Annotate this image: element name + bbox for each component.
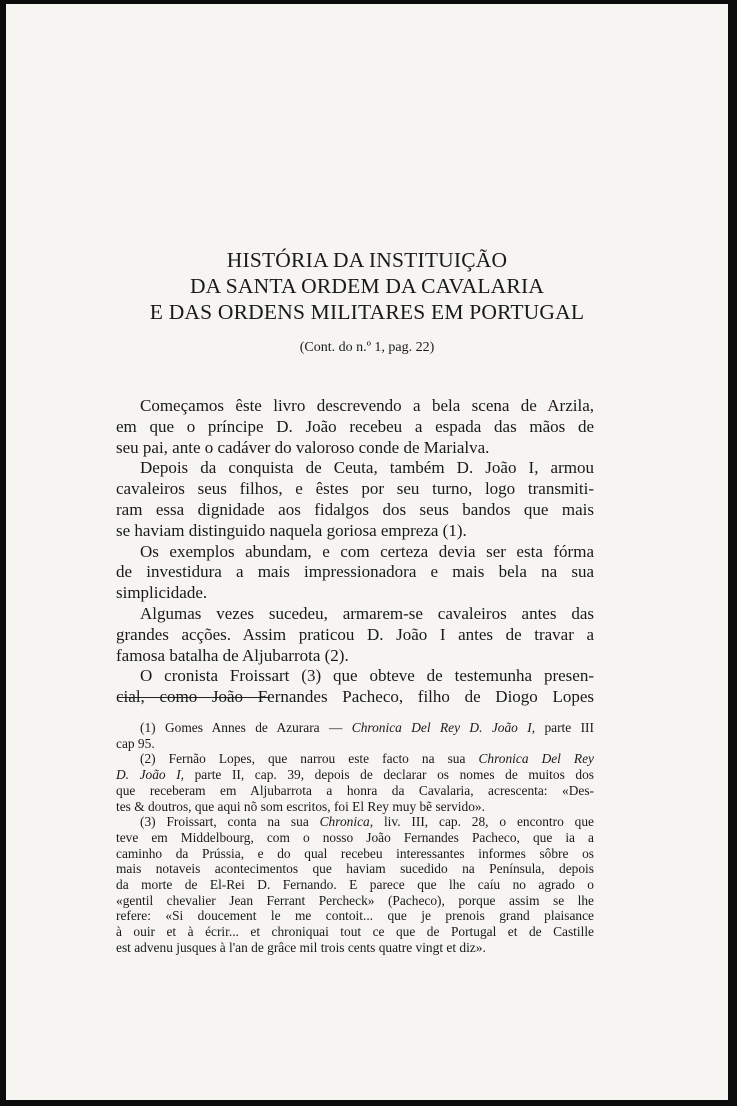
article-title bbox=[6, 247, 728, 325]
body-line: ram essa dignidade aos fidalgos dos seus bandos que mais bbox=[116, 499, 594, 519]
footnote-divider bbox=[118, 697, 270, 698]
body-line: Os exemplos abundam, e com certeza devia ser esta fórma bbox=[140, 541, 594, 561]
body-line: cavaleiros seus filhos, e êstes por seu turno, logo transmiti- bbox=[116, 479, 594, 499]
title-line-2: DA SANTA ORDEM DA CAVALARIA bbox=[189, 274, 545, 298]
body-line: grandes acções. Assim praticou D. João I antes de travar a bbox=[116, 624, 594, 644]
body-text bbox=[116, 396, 594, 708]
body-line: se haviam distinguido naquela goriosa empreza (1). bbox=[116, 520, 467, 540]
title-line-1: HISTÓRIA DA INSTITUIÇÃO bbox=[226, 248, 508, 272]
body-line: O cronista Froissart (3) que obteve de testemunha presen- bbox=[140, 666, 594, 686]
body-line: Depois da conquista de Ceuta, também D. João I, armou bbox=[140, 458, 594, 478]
body-line: simplicidade. bbox=[116, 583, 208, 603]
body-line: em que o príncipe D. João recebeu a espada das mãos de bbox=[116, 416, 594, 436]
body-line: seu pai, ante o cadáver do valoroso conde de Marialva. bbox=[116, 437, 490, 457]
body-line: de investidura a mais impressionadora e mais bela na sua bbox=[116, 562, 594, 582]
footnote-2: (2) Fernão Lopes, que narrou este facto na sua Chronica Del Rey D. João I, parte II, cap. 39, depois de declarar os nomes de muitos dos que receberam em Aljubarrota a honra da Cavalaria, acrescenta: «Des- tes & doutros, que aqui nõ som escritos, foi El Rey muy bẽ servido». bbox=[116, 751, 594, 814]
footnote-3: (3) Froissart, conta na sua Chronica, liv. III, cap. 28, o encontro que teve em Middelbourg, com o nosso João Fernandes Pacheco, que ia a caminho da Prússia, e do qual recebeu interessantes informes sôbre os mais notaveis acontecimentos que haviam sucedido na Península, depois da morte de El-Rei D. Fernando. E parece que lhe caíu no agrado o «gentil chevalier Jean Ferrant Percheck» (Pacheco), porque assim se lhe refere: «Si doucement le me contoit... que je prenois grand plaisance à ouir et à écrir... et chroniquai tout ce que de Portugal et de Castille est advenu jusques à l'an de grâce mil trois cents quatre vingt et diz». bbox=[116, 814, 594, 955]
document-page bbox=[6, 4, 728, 1100]
footnote-1: (1) Gomes Annes de Azurara — Chronica Del Rey D. João I, parte III cap 95. bbox=[116, 720, 594, 751]
body-line: famosa batalha de Aljubarrota (2). bbox=[116, 645, 349, 665]
title-line-3: E DAS ORDENS MILITARES EM PORTUGAL bbox=[149, 300, 585, 324]
footnotes bbox=[116, 720, 594, 956]
body-line: cial, como João Fernandes Pacheco, filho de Diogo Lopes bbox=[116, 687, 594, 707]
continuation-note: (Cont. do n.º 1, pag. 22) bbox=[299, 340, 435, 355]
body-line: Algumas vezes sucedeu, armarem-se cavaleiros antes das bbox=[140, 603, 594, 623]
body-line: Começamos êste livro descrevendo a bela scena de Arzila, bbox=[140, 396, 594, 415]
